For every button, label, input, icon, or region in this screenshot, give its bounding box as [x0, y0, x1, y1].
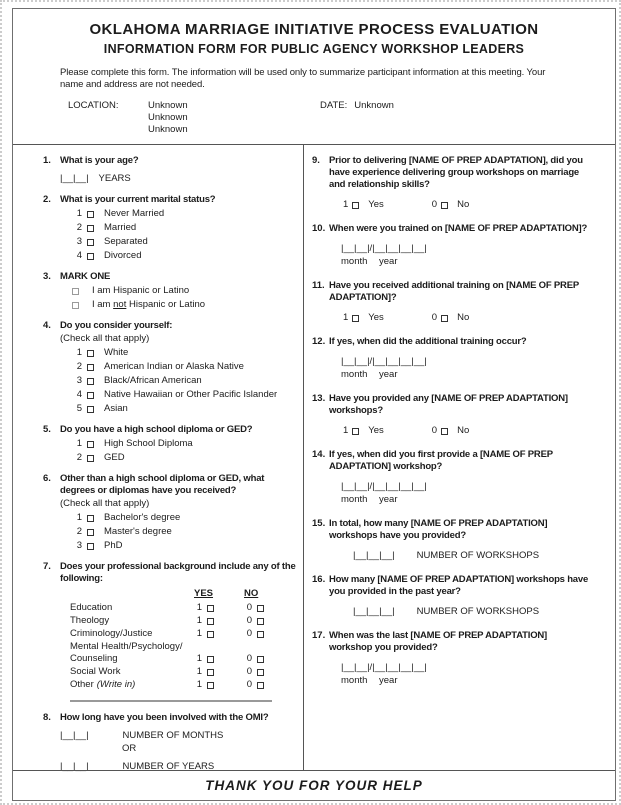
location-date-row	[68, 100, 615, 136]
checkbox[interactable]	[87, 543, 94, 550]
workshops-unit-label: NUMBER OF WORKSHOPS	[416, 550, 540, 561]
question-text: What is your current marital status?	[60, 194, 216, 205]
question-number: 12.	[312, 336, 326, 347]
question-number: 5.	[43, 424, 51, 435]
option-label: Married	[104, 222, 137, 233]
question-text: Do you have a high school diploma or GED?	[60, 424, 253, 435]
option-white[interactable]	[73, 347, 297, 359]
option-label: No	[457, 425, 470, 436]
date-entry-boxes[interactable]: |__|__|/|__|__|__|__|	[341, 481, 427, 492]
question-number: 14.	[312, 449, 326, 460]
no-option[interactable]: 0	[244, 615, 294, 627]
checkbox[interactable]	[207, 618, 214, 625]
date-entry	[341, 356, 589, 381]
checkbox[interactable]	[441, 202, 448, 209]
or-label: OR	[122, 743, 137, 754]
option-code: 2	[76, 452, 82, 463]
question-text: Other than a high school diploma or GED, what degrees or diplomas have you received?	[60, 473, 265, 496]
option-asian[interactable]	[73, 403, 297, 415]
no-column-header: NO	[244, 588, 259, 599]
yes-no-table	[70, 588, 297, 691]
yes-option[interactable]: 1	[194, 679, 244, 691]
option-divorced[interactable]	[73, 250, 297, 262]
question-text: When was the last [NAME OF PREP ADAPTATION] workshop you provided?	[329, 630, 548, 653]
months-entry-boxes[interactable]: |__|__|	[60, 730, 89, 741]
option-code: 2	[76, 361, 82, 372]
checkbox[interactable]	[87, 406, 94, 413]
check-all-hint: (Check all that apply)	[60, 333, 150, 344]
checkbox[interactable]	[352, 202, 359, 209]
row-label: Criminology/Justice	[70, 628, 153, 639]
question-number: 3.	[43, 271, 51, 282]
check-all-hint: (Check all that apply)	[60, 498, 150, 509]
checkbox[interactable]	[87, 253, 94, 260]
option-code: 2	[76, 222, 82, 233]
location-value: Unknown	[148, 112, 188, 123]
option-label: Separated	[104, 236, 148, 247]
option-code: 1	[76, 438, 82, 449]
date-entry	[341, 481, 589, 506]
option-label: Yes	[368, 425, 384, 436]
location-label: LOCATION:	[68, 100, 119, 111]
option-label: GED	[104, 452, 125, 463]
no-option[interactable]: 0	[244, 653, 294, 665]
row-label: Other (Write in)	[70, 679, 136, 690]
yes-option[interactable]: 1	[194, 628, 244, 640]
question-number: 8.	[43, 712, 51, 723]
month-label: month	[341, 494, 368, 505]
year-label: year	[379, 675, 398, 686]
question-9	[312, 155, 615, 211]
year-label: year	[379, 494, 398, 505]
option-label: Yes	[368, 312, 384, 323]
yes-option[interactable]: 1	[194, 615, 244, 627]
question-text: MARK ONE	[60, 271, 111, 282]
location-values	[148, 100, 320, 136]
question-number: 11.	[312, 280, 325, 291]
option-not-hispanic[interactable]	[72, 299, 297, 311]
location-value: Unknown	[148, 100, 188, 111]
checkbox[interactable]	[207, 669, 214, 676]
checkbox[interactable]	[87, 455, 94, 462]
option-label: PhD	[104, 540, 123, 551]
option-yes[interactable]: 1 Yes	[343, 425, 384, 436]
checkbox[interactable]	[257, 618, 264, 625]
year-label: year	[379, 369, 398, 380]
checkbox[interactable]	[87, 441, 94, 448]
question-number: 15.	[312, 518, 326, 529]
question-text: In total, how many [NAME OF PREP ADAPTATION] workshops have you provided?	[329, 518, 548, 541]
yes-no-row	[343, 199, 589, 211]
location-value: Unknown	[148, 124, 188, 135]
question-number: 13.	[312, 393, 326, 404]
option-no[interactable]: 0 No	[431, 312, 470, 323]
checkbox[interactable]	[441, 428, 448, 435]
option-label: Never Married	[104, 208, 165, 219]
question-number: 6.	[43, 473, 51, 484]
count-entry	[353, 550, 589, 562]
checkbox[interactable]	[87, 378, 94, 385]
months-unit-label: NUMBER OF MONTHS	[122, 730, 224, 741]
question-2	[43, 194, 303, 262]
no-option[interactable]: 0	[244, 666, 294, 678]
question-8	[43, 712, 303, 773]
option-label: Yes	[368, 199, 384, 210]
question-text: Do you consider yourself:	[60, 320, 173, 331]
date-value: Unknown	[354, 100, 394, 111]
age-entry-boxes[interactable]: |__|__|	[60, 173, 89, 184]
yes-option[interactable]: 1	[194, 666, 244, 678]
question-13	[312, 393, 615, 437]
question-text: If yes, when did the additional training occur?	[329, 336, 527, 347]
option-label: I am Hispanic or Latino	[92, 285, 190, 296]
table-row-criminology	[70, 628, 297, 640]
checkbox[interactable]	[257, 656, 264, 663]
question-number: 9.	[312, 155, 320, 166]
question-11	[312, 280, 615, 324]
option-code: 3	[76, 540, 82, 551]
month-label: month	[341, 369, 368, 380]
row-label: Education	[70, 602, 113, 613]
question-number: 16.	[312, 574, 326, 585]
yes-no-row	[343, 312, 589, 324]
form-title: OKLAHOMA MARRIAGE INITIATIVE PROCESS EVALUATION	[89, 21, 539, 38]
checkbox[interactable]	[87, 515, 94, 522]
table-header-row	[70, 588, 297, 600]
option-hispanic[interactable]	[72, 285, 297, 297]
option-label: Native Hawaiian or Other Pacific Islander	[104, 389, 278, 400]
question-12	[312, 336, 615, 381]
date-entry-boxes[interactable]: |__|__|/|__|__|__|__|	[341, 662, 427, 673]
question-text: Have you provided any [NAME OF PREP ADAPTATION] workshops?	[329, 393, 568, 416]
years-unit-label: NUMBER OF YEARS	[122, 761, 215, 772]
row-label: Mental Health/Psychology/ Counseling	[70, 641, 183, 664]
form-instructions: Please complete this form. The information will be used only to summarize participant information at this meeting. Your name and address are not needed.	[60, 67, 546, 90]
month-label: month	[341, 256, 368, 267]
checkbox[interactable]	[87, 225, 94, 232]
workshops-unit-label: NUMBER OF WORKSHOPS	[416, 606, 540, 617]
option-yes[interactable]: 1 Yes	[343, 199, 384, 210]
question-text: How many [NAME OF PREP ADAPTATION] workshops have you provided in the past year?	[329, 574, 589, 597]
question-number: 7.	[43, 561, 51, 572]
checkbox[interactable]	[87, 350, 94, 357]
option-separated[interactable]	[73, 236, 297, 248]
option-bachelors[interactable]	[73, 512, 297, 524]
option-label: Asian	[104, 403, 128, 414]
yes-no-row	[343, 425, 589, 437]
option-black[interactable]	[73, 375, 297, 387]
question-10	[312, 223, 615, 268]
question-14	[312, 449, 615, 506]
question-text: When were you trained on [NAME OF PREP ADAPTATION]?	[329, 223, 588, 234]
date-entry-boxes[interactable]: |__|__|/|__|__|__|__|	[341, 243, 427, 254]
table-row-education	[70, 602, 297, 614]
workshops-entry-boxes[interactable]: |__|__|__|	[353, 550, 395, 561]
write-in-line[interactable]	[70, 700, 272, 702]
option-label: Master's degree	[104, 526, 172, 537]
checkbox[interactable]	[207, 605, 214, 612]
question-15	[312, 518, 615, 562]
left-column	[13, 145, 303, 770]
checkbox[interactable]	[87, 529, 94, 536]
checkbox[interactable]	[87, 364, 94, 371]
option-phd[interactable]	[73, 540, 297, 552]
question-number: 1.	[43, 155, 51, 166]
row-label: Social Work	[70, 666, 121, 677]
no-option[interactable]: 0	[244, 602, 294, 614]
table-row-social-work	[70, 666, 297, 678]
option-label: I am not Hispanic or Latino	[92, 299, 206, 310]
option-ged[interactable]	[73, 452, 297, 464]
option-code: 4	[76, 250, 82, 261]
question-6	[43, 473, 303, 552]
checkbox[interactable]	[257, 682, 264, 689]
row-label: Theology	[70, 615, 110, 626]
option-code: 2	[76, 526, 82, 537]
month-label: month	[341, 675, 368, 686]
option-code: 1	[76, 208, 82, 219]
question-text: What is your age?	[60, 155, 139, 166]
table-row-theology	[70, 615, 297, 627]
table-row-other	[70, 679, 297, 691]
checkbox[interactable]	[257, 605, 264, 612]
option-no[interactable]: 0 No	[431, 425, 470, 436]
date-entry	[341, 662, 589, 687]
question-17	[312, 630, 615, 687]
form-subtitle: INFORMATION FORM FOR PUBLIC AGENCY WORKSHOP LEADERS	[103, 42, 525, 56]
option-married[interactable]	[73, 222, 297, 234]
question-text: Have you received additional training on [NAME OF PREP ADAPTATION]?	[329, 280, 579, 303]
option-native-hawaiian[interactable]	[73, 389, 297, 401]
date-entry	[341, 243, 589, 268]
option-hs-diploma[interactable]	[73, 438, 297, 450]
option-label: Black/African American	[104, 375, 202, 386]
form-footer	[13, 770, 615, 800]
years-unit-label: YEARS	[98, 173, 131, 184]
question-4	[43, 320, 303, 415]
checkbox[interactable]	[257, 669, 264, 676]
form-body	[13, 144, 615, 770]
option-label: High School Diploma	[104, 438, 193, 449]
date-entry-boxes[interactable]: |__|__|/|__|__|__|__|	[341, 356, 427, 367]
option-yes[interactable]: 1 Yes	[343, 312, 384, 323]
option-label: White	[104, 347, 129, 358]
year-label: year	[379, 256, 398, 267]
right-column	[303, 145, 615, 770]
question-text: Prior to delivering [NAME OF PREP ADAPTATION], did you have experience delivering group workshops on marriage and relationship skills?	[329, 155, 583, 190]
question-text: How long have you been involved with the OMI?	[60, 712, 269, 723]
question-5	[43, 424, 303, 464]
question-number: 17.	[312, 630, 326, 641]
option-label: American Indian or Alaska Native	[104, 361, 244, 372]
question-7	[43, 561, 303, 691]
option-american-indian[interactable]	[73, 361, 297, 373]
workshops-entry-boxes[interactable]: |__|__|__|	[353, 606, 395, 617]
thank-you-text: THANK YOU FOR YOUR HELP	[205, 777, 423, 793]
checkbox[interactable]	[87, 392, 94, 399]
option-code: 3	[76, 236, 82, 247]
option-no[interactable]: 0 No	[431, 199, 470, 210]
checkbox[interactable]	[207, 631, 214, 638]
question-number: 10.	[312, 223, 326, 234]
option-code: 1	[76, 347, 82, 358]
checkbox[interactable]	[257, 631, 264, 638]
option-code: 1	[76, 512, 82, 523]
yes-column-header: YES	[194, 588, 214, 599]
yes-option[interactable]: 1	[194, 602, 244, 614]
checkbox[interactable]	[207, 656, 214, 663]
option-masters[interactable]	[73, 526, 297, 538]
option-never-married[interactable]	[73, 208, 297, 220]
checkbox[interactable]	[352, 315, 359, 322]
form-page	[12, 8, 616, 801]
checkbox[interactable]	[87, 239, 94, 246]
question-text: If yes, when did you first provide a [NAME OF PREP ADAPTATION] workshop?	[329, 449, 553, 472]
yes-option[interactable]: 1	[194, 653, 244, 665]
no-option[interactable]: 0	[244, 628, 294, 640]
option-label: No	[457, 312, 470, 323]
form-header	[13, 9, 615, 136]
table-row-mental-health	[70, 641, 297, 665]
option-label: Divorced	[104, 250, 142, 261]
question-1	[43, 155, 303, 185]
checkbox[interactable]	[87, 211, 94, 218]
question-3	[43, 271, 303, 311]
question-text: Does your professional background include any of the following:	[60, 561, 296, 584]
question-16	[312, 574, 615, 618]
date-label: DATE:	[320, 100, 348, 111]
option-code: 5	[76, 403, 82, 414]
option-code: 3	[76, 375, 82, 386]
option-label: Bachelor's degree	[104, 512, 181, 523]
question-number: 4.	[43, 320, 51, 331]
checkbox[interactable]	[441, 315, 448, 322]
checkbox[interactable]	[352, 428, 359, 435]
checkbox[interactable]	[207, 682, 214, 689]
question-number: 2.	[43, 194, 51, 205]
no-option[interactable]: 0	[244, 679, 294, 691]
option-label: No	[457, 199, 470, 210]
years-entry-boxes[interactable]: |__|__|	[60, 761, 89, 772]
option-code: 4	[76, 389, 82, 400]
checkbox[interactable]	[72, 288, 79, 295]
count-entry	[353, 606, 589, 618]
checkbox[interactable]	[72, 302, 79, 309]
